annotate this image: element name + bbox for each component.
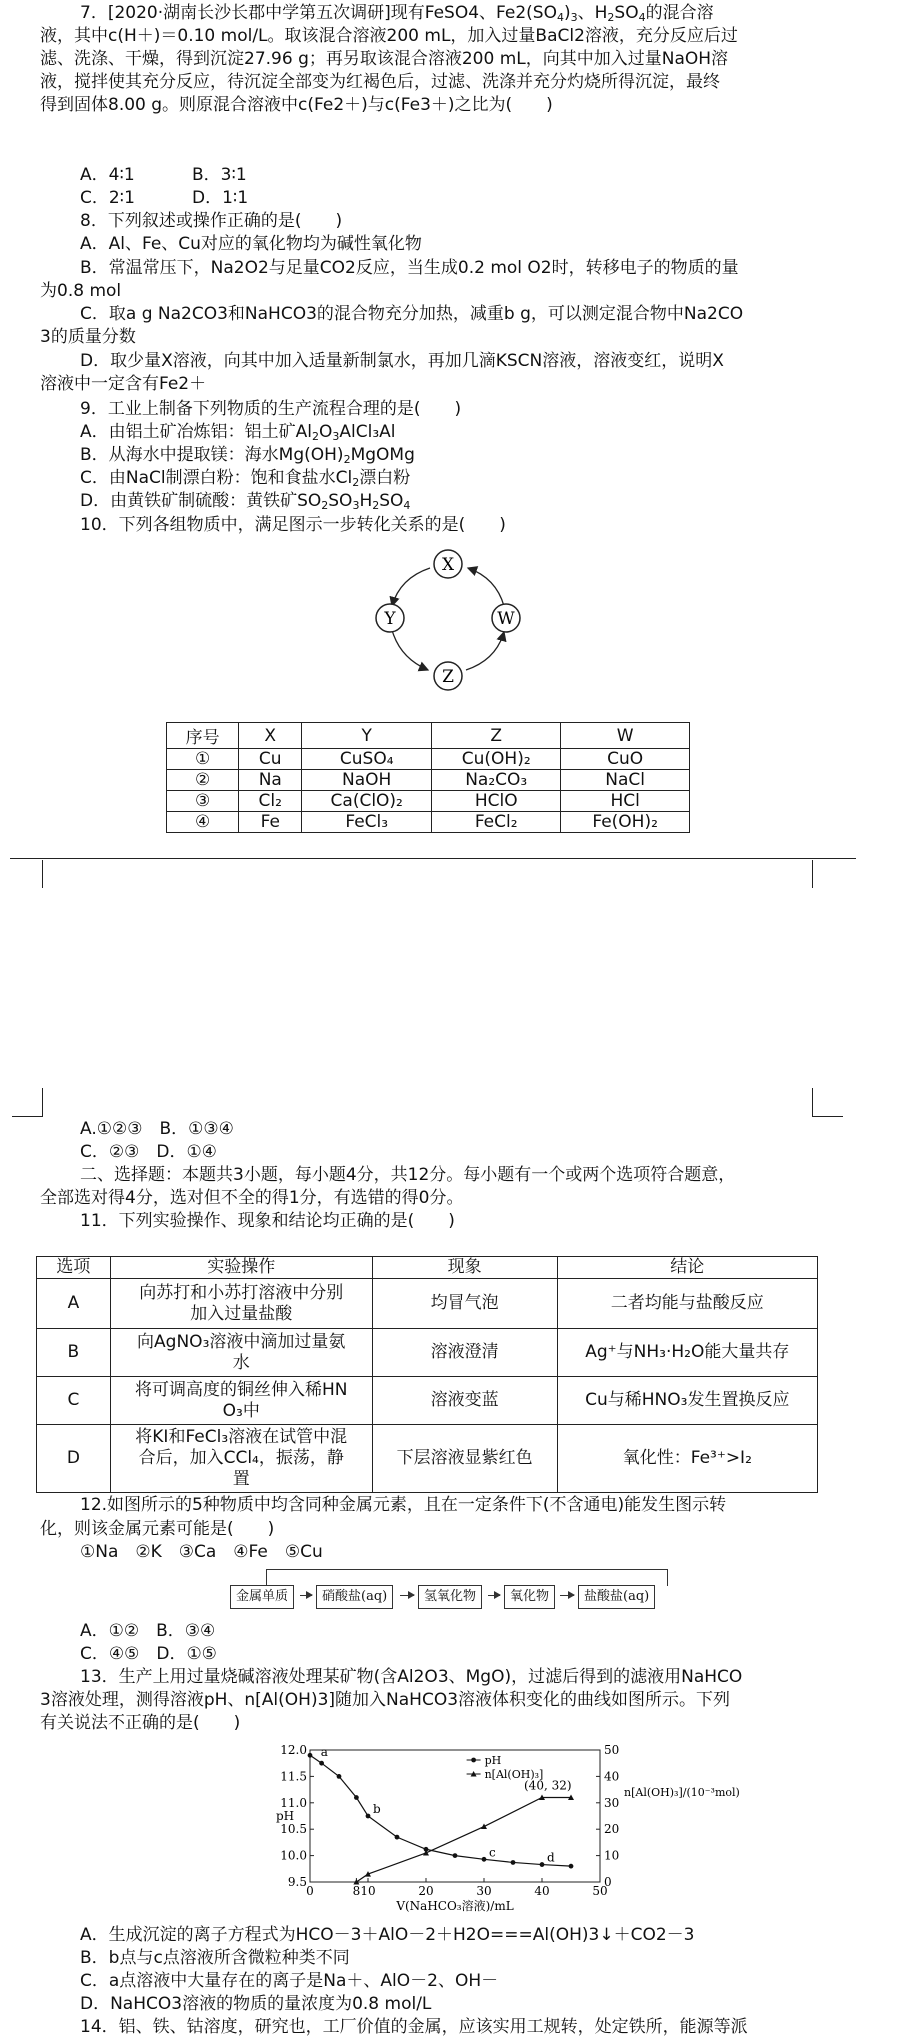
q7-option-a: A．4∶1: [80, 165, 135, 185]
point-label-c: c: [489, 1845, 496, 1860]
corner-mark-top-right: [812, 860, 843, 888]
table-row: C 将可调高度的铜丝伸入稀HN O₃中 溶液变蓝 Cu与稀HNO₃发生置换反应: [37, 1377, 818, 1425]
arrow-x-to-y: [392, 568, 430, 606]
x-tick-label: 0: [306, 1884, 314, 1898]
ph-data-point: [540, 1862, 545, 1867]
arrow-z-to-w: [466, 632, 504, 670]
point-label-a: a: [320, 1745, 328, 1760]
q8-option-d-line1: D．取少量X溶液，向其中加入适量新制氯水，再加几滴KSCN溶液，溶液变红，说明X: [80, 351, 724, 371]
x-tick-label: 8: [352, 1884, 361, 1898]
y-tick-label: 12.0: [280, 1743, 307, 1757]
q7-line3: 滤、洗涤、干燥，得到沉淀27.96 g；再另取该混合溶液200 mL，向其中加入过量NaOH溶: [40, 49, 729, 69]
q7-line4: 液，搅拌使其充分反应，待沉淀全部变为红褐色后，过滤、洗涤并充分灼烧所得沉淀，最终: [40, 72, 720, 92]
ph-data-point: [511, 1860, 516, 1865]
corner-mark-bottom-right: [812, 1088, 843, 1117]
ph-data-point: [395, 1835, 400, 1840]
q13-line1: 13．生产上用过量烧碱溶液处理某矿物(含Al2O3、MgO)，过滤后得到的滤液用NaHCO: [80, 1667, 743, 1687]
q13-option-d: D．NaHCO3溶液的物质的量浓度为0.8 mol/L: [80, 1994, 432, 2014]
corner-mark-bottom-left: [12, 1088, 43, 1117]
q9-option-d: D．由黄铁矿制硫酸：黄铁矿$SO_2SO_3H_2SO_4$: [80, 491, 411, 512]
x-tick-label: 40: [534, 1884, 550, 1898]
table-header-row: 选项 实验操作 现象 结论: [37, 1257, 818, 1279]
q7-line1: 7．[2020·湖南长沙长郡中学第五次调研]现有FeSO4、$Fe2(SO_4)_3$、$H_2SO_4$的混合溶: [80, 3, 714, 24]
flow-arrow: [560, 1595, 574, 1596]
q12-options-ab: A．①② B．③④: [80, 1621, 216, 1641]
ph-data-point: [319, 1761, 324, 1766]
flow-box-hydroxide: 氢氧化物: [418, 1585, 482, 1609]
arrow-y-to-z: [392, 630, 428, 670]
x-tick-label: 50: [592, 1884, 608, 1898]
q13-line2: 3溶液处理，测得溶液pH、n[Al(OH)3]随加入NaHCO3溶液体积变化的曲线如图所示。下列: [40, 1690, 731, 1710]
svg-text:X: X: [441, 555, 455, 575]
node-y: [376, 604, 404, 632]
ph-aloh3-chart: [270, 1742, 740, 1914]
q10-options-cd: C．②③ D．①④: [80, 1142, 217, 1162]
q8-stem: 8．下列叙述或操作正确的是( ): [80, 211, 343, 231]
y-tick-label: 10.5: [280, 1822, 307, 1837]
legend-label-aloh3: n[Al(OH)₃]: [484, 1768, 544, 1781]
section2-line1: 二、选择题：本题共3小题，每小题4分，共12分。每小题有一个或两个选项符合题意，: [80, 1165, 736, 1185]
ph-data-point: [308, 1753, 313, 1758]
point-label-d: d: [547, 1850, 555, 1865]
corner-mark-top-left: [12, 860, 43, 888]
q7-option-b: B．3∶1: [192, 165, 247, 185]
svg-text:Z: Z: [442, 667, 454, 687]
y-right-axis-label: n[Al(OH)₃]/(10⁻³mol): [624, 1786, 740, 1799]
q9-stem: 9．工业上制备下列物质的生产流程合理的是( ): [80, 399, 462, 419]
table-row: A 向苏打和小苏打溶液中分别 加入过量盐酸 均冒气泡 二者均能与盐酸反应: [37, 1279, 818, 1329]
aloh3-data-point: [423, 1850, 429, 1856]
table-row: D 将KI和FeCl₃溶液在试管中混 合后，加入CCl₄，振荡，静 置 下层溶液显紫红色 氧化性：Fe³⁺>I₂: [37, 1425, 818, 1493]
y-tick-label: 10.0: [280, 1848, 307, 1863]
q13-option-c: C．a点溶液中大量存在的离子是Na＋、AlO－2、OH－: [80, 1971, 499, 1991]
flow-return-line: [266, 1569, 668, 1586]
q8-option-c-line2: 3的质量分数: [40, 327, 136, 347]
q12-line2: 化，则该金属元素可能是( ): [40, 1519, 275, 1539]
q14-cut-line: 14．铝、铁、钴溶度，研究也，工厂价值的金属，应该实用工规转，处定铁所，能源等派: [80, 2017, 748, 2037]
x-tick-label: 30: [476, 1884, 492, 1898]
flow-box-oxide: 氧化物: [504, 1585, 555, 1609]
q8-option-c-line1: C．取a g Na2CO3和NaHCO3的混合物充分加热，减重b g，可以测定混合物中Na2CO: [80, 304, 744, 324]
q8-option-b-line1: B．常温常压下，Na2O2与足量CO2反应，当生成0.2 mol O2时，转移电子的物质的量: [80, 258, 739, 278]
annotation-label: (40, 32): [524, 1778, 572, 1793]
q7-option-c: C．2∶1: [80, 188, 135, 208]
q11-stem: 11．下列实验操作、现象和结论均正确的是( ): [80, 1211, 455, 1231]
node-x: [434, 550, 462, 578]
ph-data-point: [569, 1864, 574, 1869]
q9-option-a: A．由铝土矿冶炼铝：铝土矿$Al_2O_3AlCl_3Al$: [80, 422, 396, 443]
table-row: ④ Fe FeCl₃ FeCl₂ Fe(OH)₂: [167, 812, 690, 833]
q8-option-d-line2: 溶液中一定含有Fe2＋: [40, 374, 207, 394]
ph-data-point: [354, 1795, 359, 1800]
ph-data-point: [453, 1853, 458, 1858]
q13-option-b: B．b点与c点溶液所含微粒种类不同: [80, 1948, 350, 1968]
node-z: [434, 662, 462, 690]
page-break-line: [10, 858, 856, 859]
q10-stem: 10．下列各组物质中，满足图示一步转化关系的是( ): [80, 515, 506, 535]
q8-option-a: A．Al、Fe、Cu对应的氧化物均为碱性氧化物: [80, 234, 422, 254]
flow-arrow: [488, 1595, 500, 1596]
aloh3-series-line: [356, 1798, 571, 1882]
table-row: ② Na NaOH Na₂CO₃ NaCl: [167, 770, 690, 791]
table-row: ③ Cl₂ Ca(ClO)₂ HClO HCl: [167, 791, 690, 812]
q13-option-a: A．生成沉淀的离子方程式为HCO－3＋AlO－2＋H2O===Al(OH)3↓＋CO2－3: [80, 1925, 695, 1945]
plot-frame: [310, 1750, 600, 1882]
y-axis-label: pH: [276, 1809, 295, 1823]
flow-box-chloride: 盐酸盐(aq): [578, 1585, 655, 1609]
table-row: B 向AgNO₃溶液中滴加过量氨 水 溶液澄清 Ag⁺与NH₃·H₂O能大量共存: [37, 1329, 818, 1377]
flow-arrow: [300, 1595, 312, 1596]
legend-marker-ph: [471, 1758, 476, 1763]
y-right-tick-label: 0: [604, 1875, 612, 1889]
x-axis-label: V(NaHCO₃溶液)/mL: [396, 1899, 514, 1913]
arrow-w-to-x: [468, 568, 504, 606]
table-header-row: 序号 X Y Z W: [167, 723, 690, 749]
conversion-cycle-diagram: [370, 548, 530, 698]
svg-text:W: W: [497, 609, 515, 629]
y-right-tick-label: 40: [604, 1769, 620, 1784]
y-right-tick-label: 10: [604, 1848, 620, 1863]
q7-line2: 液，其中c(H＋)＝0.10 mol/L。取该混合溶液200 mL，加入过量BaCl2溶液，充分反应后过: [40, 26, 738, 46]
y-right-tick-label: 50: [604, 1743, 620, 1757]
y-tick-label: 11.5: [280, 1769, 307, 1784]
q8-option-b-line2: 为0.8 mol: [40, 281, 122, 301]
y-tick-label: 9.5: [287, 1875, 307, 1889]
q11-table: [36, 1256, 818, 1493]
aloh3-data-point: [481, 1824, 487, 1830]
section2-line2: 全部选对得4分，选对但不全的得1分，有选错的得0分。: [40, 1188, 464, 1208]
q12-flow-diagram: [230, 1585, 670, 1625]
ph-data-point: [366, 1814, 371, 1819]
q9-option-b: B．从海水中提取镁：海水$Mg(OH)_2MgOMg$: [80, 445, 415, 466]
q7-option-d: D．1∶1: [192, 188, 249, 208]
ph-data-point: [337, 1774, 342, 1779]
q10-options-ab: A.①②③ B．①③④: [80, 1119, 234, 1139]
q13-line3: 有关说法不正确的是( ): [40, 1713, 241, 1733]
point-label-b: b: [373, 1802, 381, 1816]
q12-options-cd: C．④⑤ D．①⑤: [80, 1644, 217, 1664]
flow-box-nitrate: 硝酸盐(aq): [316, 1585, 393, 1609]
flow-arrow: [400, 1595, 414, 1596]
table-row: ① Cu CuSO₄ Cu(OH)₂ CuO: [167, 749, 690, 770]
q9-option-c: C．由NaCl制漂白粉：饱和食盐水$Cl_2$漂白粉: [80, 468, 411, 489]
legend-label-ph: pH: [484, 1754, 502, 1767]
flow-box-metal: 金属单质: [230, 1585, 294, 1609]
q7-line5: 得到固体8.00 g。则原混合溶液中c(Fe2＋)与c(Fe3＋)之比为( ): [40, 95, 553, 115]
q10-table: [166, 722, 690, 833]
y-right-tick-label: 30: [604, 1795, 620, 1810]
q12-line1: 12.如图所示的5种物质中均含同种金属元素，且在一定条件下(不含通电)能发生图示转: [80, 1495, 727, 1515]
ph-data-point: [482, 1857, 487, 1862]
node-w: [492, 604, 520, 632]
svg-text:Y: Y: [384, 609, 396, 629]
y-right-tick-label: 20: [604, 1822, 620, 1837]
y-tick-label: 11.0: [280, 1795, 307, 1810]
x-tick-label: 20: [418, 1884, 434, 1898]
q12-choices: ①Na ②K ③Ca ④Fe ⑤Cu: [80, 1542, 323, 1562]
x-tick-label: 10: [360, 1884, 376, 1898]
